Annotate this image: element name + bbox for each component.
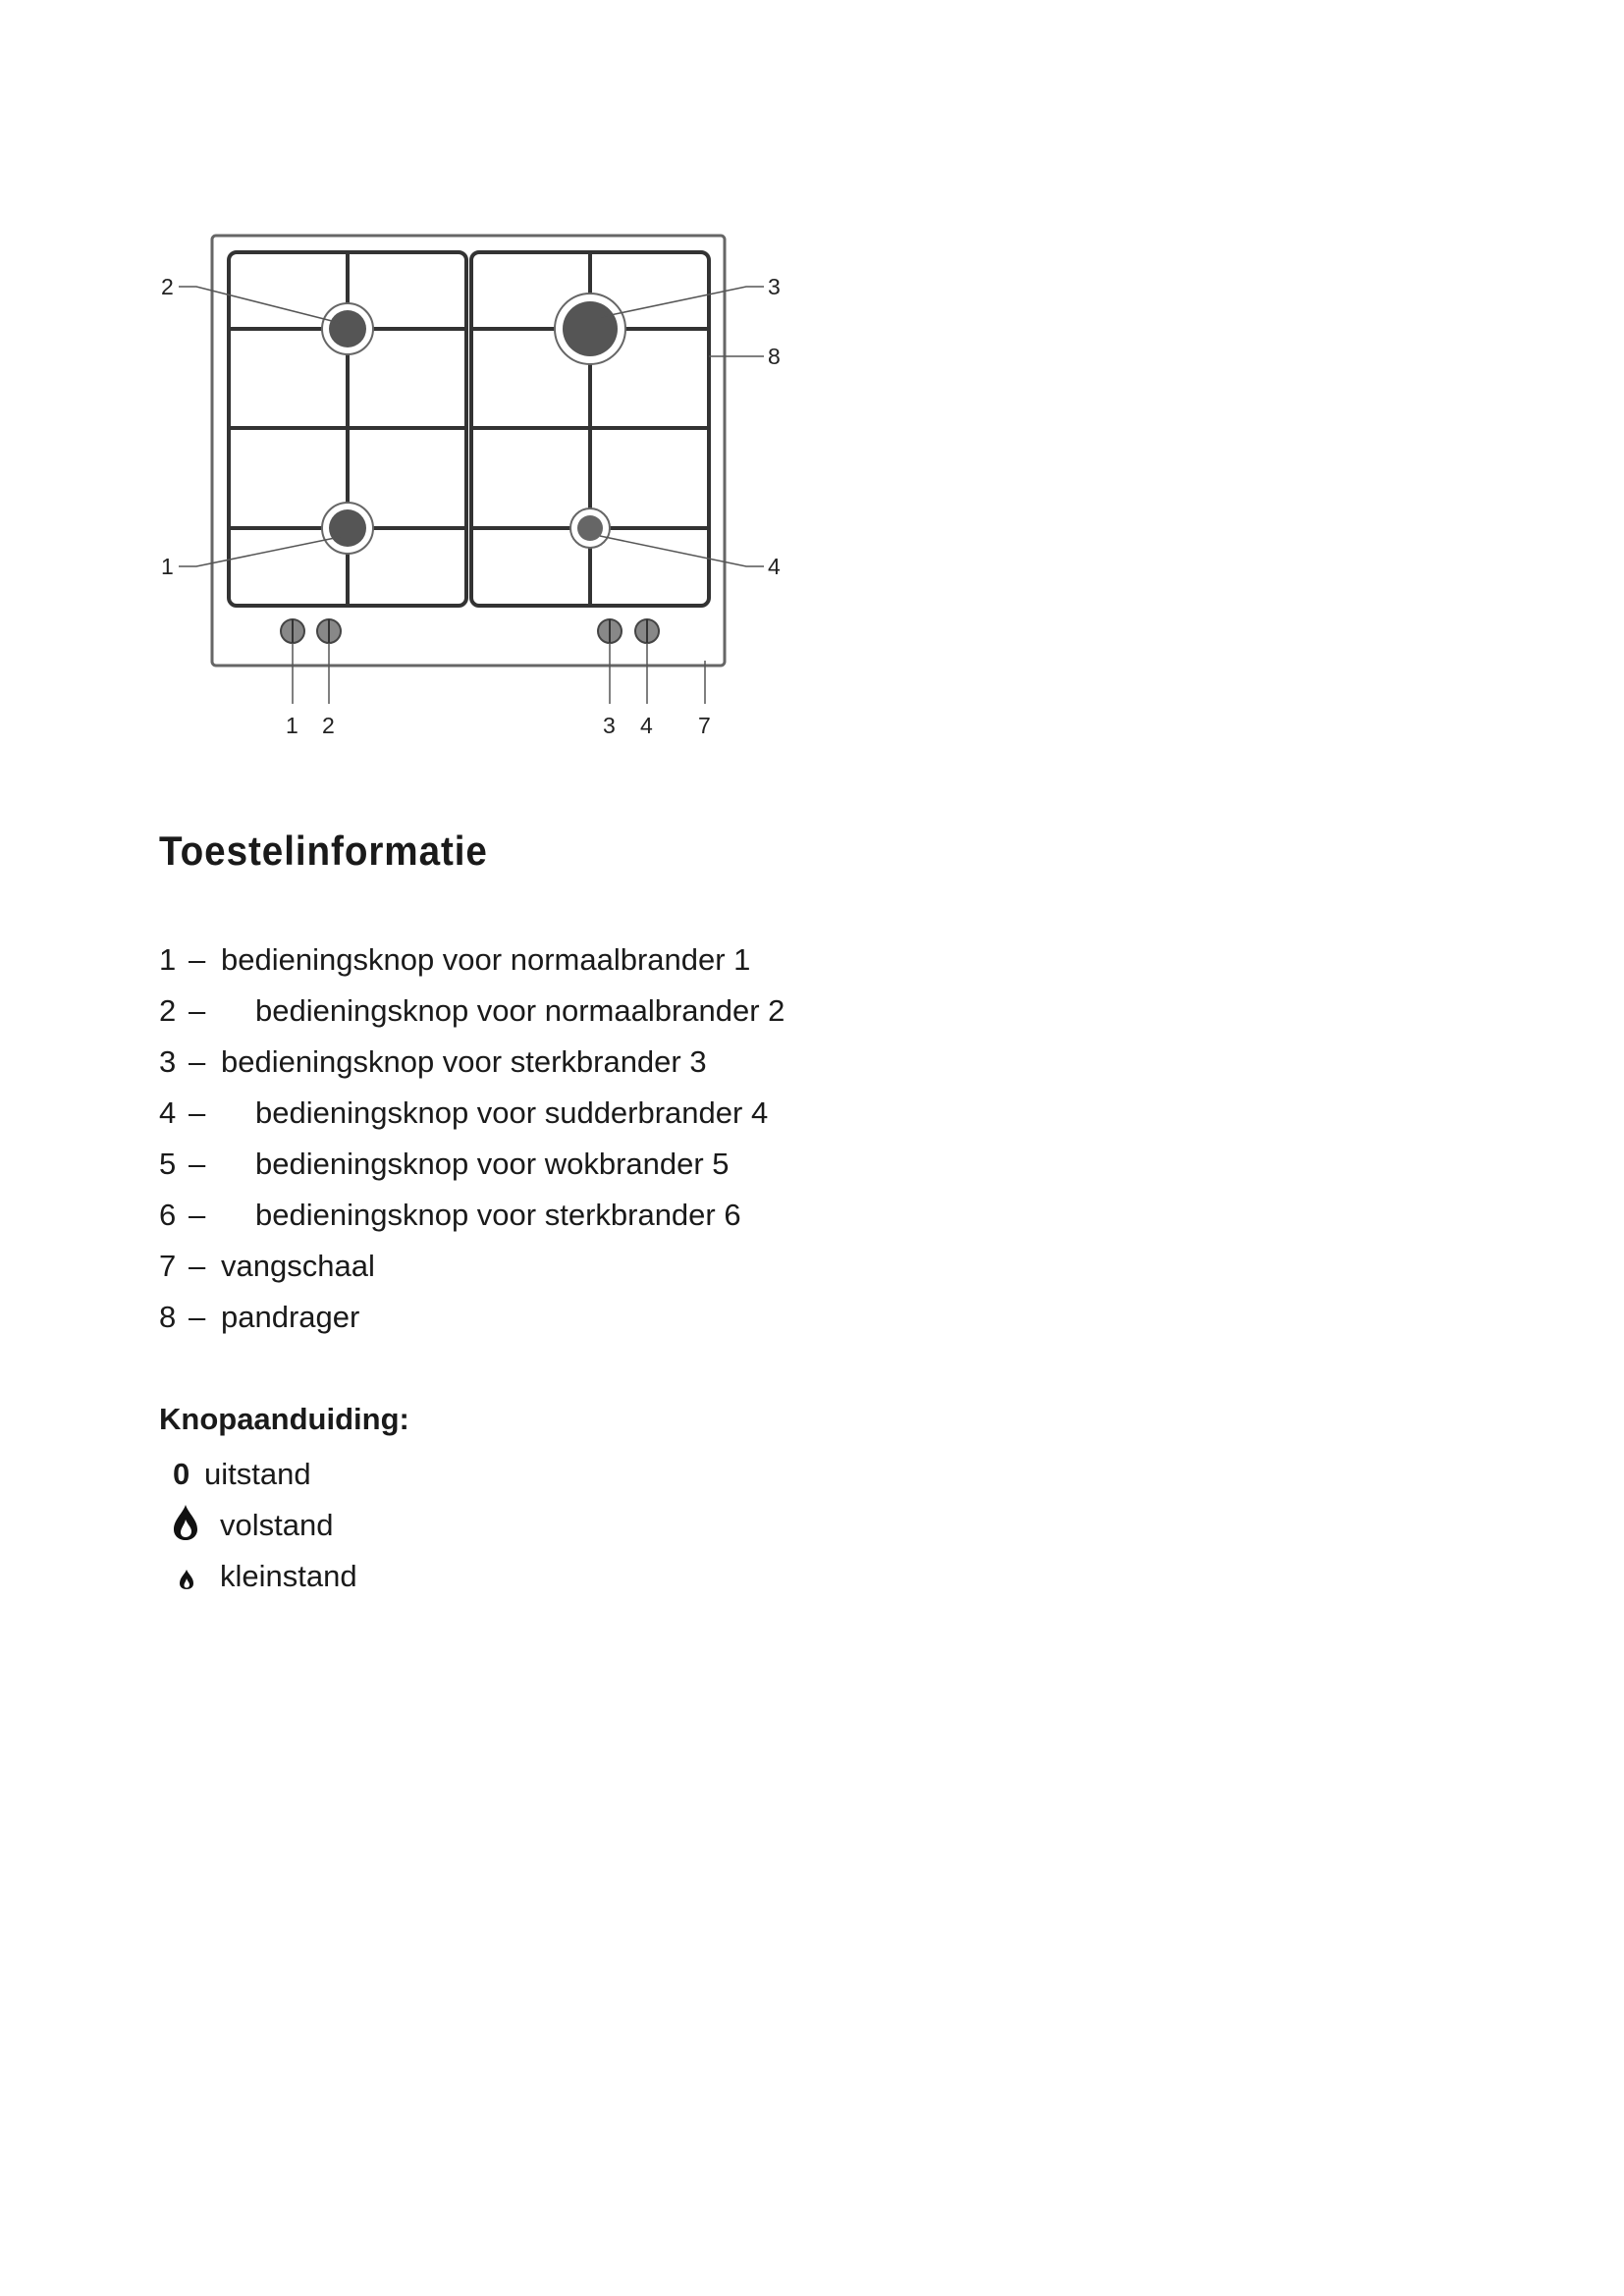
list-item — [159, 1241, 785, 1292]
item-number: 6 — [159, 1198, 177, 1232]
item-text: bedieningsknop voor wokbrander 5 — [255, 1147, 730, 1181]
callout-7: 7 — [698, 713, 711, 738]
list-item — [159, 1292, 785, 1343]
item-text: bedieningsknop voor sterkbrander 6 — [255, 1198, 741, 1232]
item-text: vangschaal — [221, 1249, 375, 1283]
list-item — [159, 1088, 785, 1139]
item-number: 2 — [159, 993, 177, 1028]
callout-2: 2 — [161, 274, 174, 299]
list-item — [159, 1190, 785, 1241]
list-item — [159, 1139, 785, 1190]
item-number: 1 — [159, 942, 177, 977]
off-symbol: 0 — [173, 1457, 190, 1491]
item-number: 3 — [159, 1044, 177, 1079]
legend-label: uitstand — [204, 1457, 311, 1491]
callout-knob-4: 4 — [640, 713, 653, 738]
item-text: bedieningsknop voor sudderbrander 4 — [255, 1095, 769, 1130]
callout-knob-1: 1 — [286, 713, 298, 738]
item-dash: – — [189, 942, 206, 977]
item-text: bedieningsknop voor sterkbrander 3 — [221, 1044, 707, 1079]
burner-2 — [322, 303, 373, 354]
hob-diagram — [147, 221, 785, 741]
knob-1 — [281, 619, 304, 643]
item-dash: – — [189, 1198, 206, 1232]
callout-4: 4 — [768, 554, 781, 579]
item-number: 8 — [159, 1300, 177, 1334]
item-text: bedieningsknop voor normaalbrander 1 — [221, 942, 751, 977]
parts-list — [159, 934, 785, 1343]
page-title: Toestelinformatie — [159, 828, 488, 874]
burner-1 — [322, 503, 373, 554]
list-item — [159, 1037, 785, 1088]
callout-8: 8 — [768, 344, 781, 369]
callout-3: 3 — [768, 274, 781, 299]
legend-label: kleinstand — [220, 1559, 357, 1593]
small-flame-icon — [173, 1551, 202, 1602]
item-dash: – — [189, 993, 206, 1028]
list-item — [159, 934, 785, 986]
item-text: pandrager — [221, 1300, 360, 1334]
item-number: 4 — [159, 1095, 177, 1130]
legend-title: Knopaanduiding: — [159, 1402, 409, 1436]
knob-4 — [635, 619, 659, 643]
item-dash: – — [189, 1147, 206, 1181]
item-text: bedieningsknop voor normaalbrander 2 — [255, 993, 785, 1028]
item-dash: – — [189, 1044, 206, 1079]
callout-knob-2: 2 — [322, 713, 335, 738]
legend-label: volstand — [220, 1508, 334, 1542]
item-number: 5 — [159, 1147, 177, 1181]
item-number: 7 — [159, 1249, 177, 1283]
burner-4 — [570, 508, 610, 548]
item-dash: – — [189, 1095, 206, 1130]
knob-3 — [598, 619, 622, 643]
callout-knob-3: 3 — [603, 713, 616, 738]
callout-1: 1 — [161, 554, 174, 579]
large-flame-icon — [173, 1500, 202, 1551]
burner-3 — [555, 294, 625, 364]
item-dash: – — [189, 1300, 206, 1334]
knob-2 — [317, 619, 341, 643]
item-dash: – — [189, 1249, 206, 1283]
list-item — [159, 986, 785, 1037]
